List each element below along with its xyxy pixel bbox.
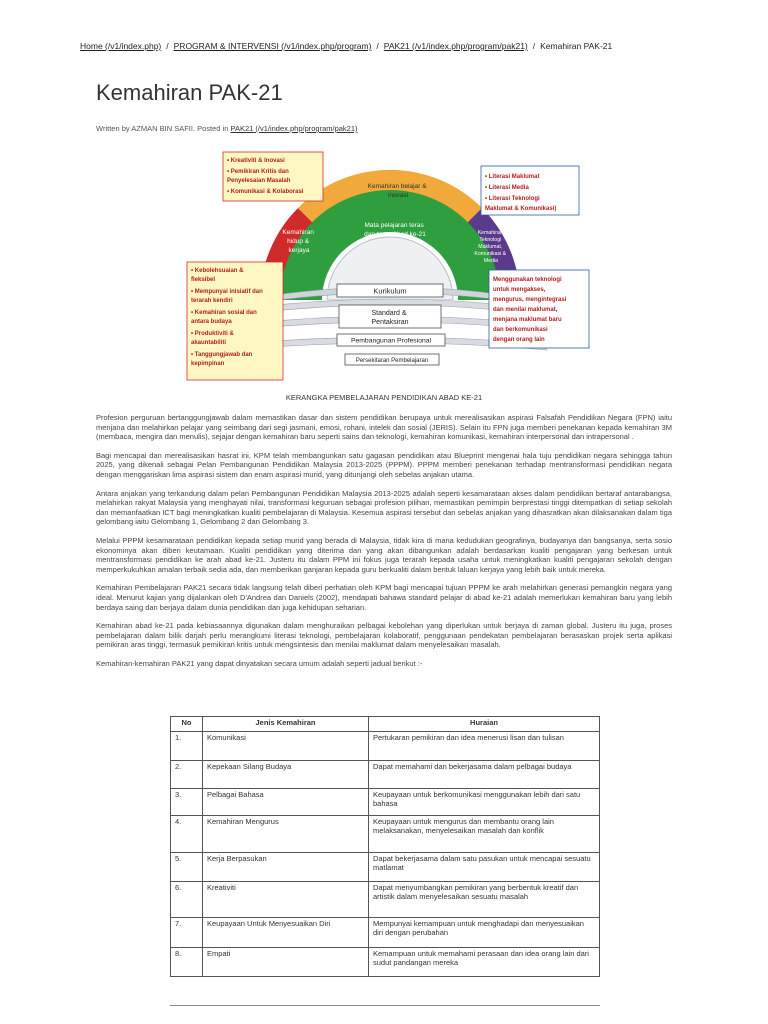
arc-label-left: Kemahiran hidup & kerjaya: [282, 229, 314, 254]
breadcrumb-pak21-link[interactable]: PAK21 (/v1/index.php/program/pak21): [383, 41, 528, 51]
breadcrumb-separator: /: [532, 41, 536, 51]
kurikulum-label: Kurikulum: [373, 286, 407, 296]
cell-kemahiran: Kemahiran Mengurus: [203, 816, 369, 853]
paragraph: Bagi mencapai dan merealisasikan hasrat ini, KPM telah membangunkan satu gagasan pendidikan atau Blueprint mengenai hala tuju pendidikan negara sehingga tahun 2025, yang dikenali sebagai Pelan Pembangunan Pendidikan Malaysia 2013-2025 (PPPM). PPPM memberi penekanan terhadap mentransformasi pendidikan negara dengan menggariskan lima aspirasi sistem dan enam aspirasi murid, yang ditunjangi oleh sebelas anjakan utama.: [96, 450, 672, 479]
table-row: [171, 882, 600, 918]
cell-no: 7.: [171, 918, 203, 948]
paragraph: Antara anjakan yang terkandung dalam pelan Pembangunan Pendidikan Malaysia 2013-2025 adalah seperti kesamarataan akses dalam pendidikan bertaraf antarabangsa, melahirkan rakyat Malaysia yang menghayati nilai, transformasi keguruan sebagai profesion pilihan, memastikan pemimpin berprestasi tinggi ditempatkan di setiap sekolah dan memanfaatkan ICT bagi meningkatkan kualiti pembelajaran di Malaysia. Kesemua aspirasi tersebut dan sebelas anjakan yang dihasratkan akan dilaksanakan dalam tiga gelombang iaitu Gelombang 1, Gelombang 2 dan Gelombang 3.: [96, 488, 672, 527]
cell-kemahiran: Kerja Berpasukan: [203, 853, 369, 882]
cell-no: 1.: [171, 732, 203, 761]
breadcrumb-separator: /: [166, 41, 169, 51]
byline-text: Written by AZMAN BIN SAFII. Posted in: [96, 124, 231, 133]
table-row: [171, 918, 600, 948]
breadcrumb-program-link[interactable]: PROGRAM & INTERVENSI (/v1/index.php/program): [173, 41, 372, 51]
article-body: [96, 413, 672, 677]
arc-label-center: Mata pelajaran teras dan tema Abad ke-21: [364, 222, 426, 238]
bottom-divider: [170, 1005, 600, 1006]
cell-huraian: Keupayaan untuk berkomunikasi menggunakan lebih dari satu bahasa: [369, 789, 600, 816]
cell-huraian: Pertukaran pemikiran dan idea menerusi lisan dan tulisan: [369, 732, 600, 761]
cell-huraian: Kemampuan untuk memahami perasaan dan idea orang lain dari sudut pandangan mereka: [369, 948, 600, 977]
breadcrumb-separator: /: [376, 41, 379, 51]
paragraph: Melalui PPPM kesamarataan pendidikan kepada setiap murid yang berada di Malaysia, tidak kira di mana kedudukan geografinya, budayanya dan bangsanya, serta sosio ekonominya akan diberi keutamaan. Kualiti pendidikan yang diterima dan yang akan dibangunkan adalah berdasarkan kualiti pengajaran yang berkesan untuk mentransformasi pendidikan ke arah abad ke-21. Justeru itu dalam PPM ini fokus juga terarah kepada usaha untuk meningkatkan kualiti pengajaran sekolah dengan memperkukuhkan amalan terbaik sedia ada, dan memberikan ganjaran kepada guru berkualiti dalam bentuk laluan kerjaya yang lebih baik untuk mereka.: [96, 535, 672, 574]
table-row: [171, 761, 600, 789]
cell-huraian: Mempunyai kemampuan untuk menghadapi dan menyesuaikan diri dengan perubahan: [369, 918, 600, 948]
cell-huraian: Dapat menyumbangkan pemikiran yang berbentuk kreatif dan artistik dalam menyelesaikan sesuatu masalah: [369, 882, 600, 918]
cell-kemahiran: Kepekaan Silang Budaya: [203, 761, 369, 789]
header-kemahiran: Jenis Kemahiran: [203, 717, 369, 732]
table-row: [171, 816, 600, 853]
article-byline: [96, 124, 358, 133]
cell-kemahiran: Pelbagai Bahasa: [203, 789, 369, 816]
breadcrumb-current: Kemahiran PAK-21: [540, 41, 613, 51]
arc-label-top: Kemahiran belajar & inovasi: [367, 183, 427, 199]
cell-huraian: Dapat bekerjasama dalam satu pasukan untuk mencapai sesuatu matlamat: [369, 853, 600, 882]
cell-kemahiran: Kreativiti: [203, 882, 369, 918]
standard-label: Standard & Pentaksiran: [371, 310, 409, 326]
paragraph: Kemahiran Pembelajaran PAK21 secara tidak langsung telah diberi perhatian oleh KPM bagi mencapai tujuan PPPM ke arah melahirkan generasi pemangkin negara yang ideal. Menurut kajian yang dijalankan oleh D'Andrea dan Daniels (2002), mendapati bahawa standard pelajar di abad ke-21 adalah memerlukan kemahiran baru yang lebih berdaya saing dan berjaya dalam dunia pendidikan dan juga kehidupan seharian.: [96, 583, 672, 612]
header-huraian: Huraian: [369, 717, 600, 732]
paragraph: Kemahiran abad ke-21 pada kebiasaannya digunakan dalam menghuraikan pelbagai kebolehan yang diperlukan untuk berjaya di zaman global. Justeru itu juga, proses pembelajaran dalam bilik darjah perlu merangkumi literasi teknologi, pembelajaran kolaboratif, penggunaan pendekatan pembelajaran berasaskan projek serta aplikasi pemikiran aras tinggi, termasuk pemikiran kritis untuk mengsintesis dan menilai maklumat dalam menyelesaikan masalah.: [96, 621, 672, 650]
header-no: No: [171, 717, 203, 732]
cell-kemahiran: Keupayaan Untuk Menyesuaikan Diri: [203, 918, 369, 948]
table-header-row: [171, 717, 600, 732]
byline-category-link[interactable]: PAK21 (/v1/index.php/program/pak21): [230, 124, 358, 133]
arc-label-right: Kemahiran Teknologi Maklumat, Komunikasi & Media: [474, 230, 507, 264]
table-row: [171, 732, 600, 761]
paragraph: Profesion perguruan bertanggungjawab dalam memastikan dasar dan sistem pendidikan berupaya untuk merealisasikan aspirasi Falsafah Pendidikan Negara (FPN) iaitu menjana dan melahirkan pelajar yang seimbang dari segi jasmani, emosi, rohani, intelek dan sosial (JERIS). Selain itu FPN juga memberi penekanan kepada kemahiran 3M (membaca, mengira dan menulis), sejajar dengan kemahiran baru seperti sains dan teknologi, kemahiran komunikasi, kemahiran interpersonal dan intrapersonal .: [96, 413, 672, 442]
skills-table: [170, 716, 600, 977]
cell-kemahiran: Empati: [203, 948, 369, 977]
cell-huraian: Keupayaan untuk mengurus dan membantu orang lain melaksanakan, menyelesaikan masalah dan konflik: [369, 816, 600, 853]
figure-caption: KERANGKA PEMBELAJARAN PENDIDIKAN ABAD KE-21: [285, 393, 483, 402]
cell-kemahiran: Komunikasi: [203, 732, 369, 761]
breadcrumb-home-link[interactable]: Home (/v1/index.php): [80, 41, 162, 51]
cell-no: 4.: [171, 816, 203, 853]
cell-no: 8.: [171, 948, 203, 977]
cell-no: 3.: [171, 789, 203, 816]
table-row: [171, 789, 600, 816]
page-title: Kemahiran PAK-21: [96, 80, 283, 105]
persekitaran-label: Persekitaran Pembelajaran: [355, 358, 429, 364]
box-right-text: Menggunakan teknologi untuk mengakses, mengurus, mengintegrasi dan menilai maklumat, menjana maklumat baru dan berkomunikasi dengan orang lain: [493, 277, 567, 343]
table-row: [171, 948, 600, 977]
box-top-left-text: • Kreativiti & Inovasi • Pemikiran Kritis dan Penyelesaian Masalah • Komunikasi & Kolaborasi: [227, 158, 304, 195]
pembangunan-label: Pembangunan Profesional: [350, 337, 432, 345]
cell-no: 5.: [171, 853, 203, 882]
cell-no: 2.: [171, 761, 203, 789]
framework-diagram: [185, 148, 595, 384]
cell-no: 6.: [171, 882, 203, 918]
table-row: [171, 853, 600, 882]
paragraph: Kemahiran-kemahiran PAK21 yang dapat dinyatakan secara umum adalah seperti jadual berikut :-: [96, 658, 423, 668]
box-left-text: • Kebolehsuaian & fleksibel • Mempunyai inisiatif dan terarah kendiri • Kemahiran sosial dan antara budaya • Produktiviti & akauntabiliti • Tanggungjawab dan kepimpinan: [191, 268, 263, 367]
breadcrumb: [80, 41, 612, 51]
box-top-right-text: • Literasi Maklumat • Literasi Media • Literasi Teknologi Maklumat & Komunikasi): [485, 174, 557, 212]
cell-huraian: Dapat memahami dan bekerjasama dalam pelbagai budaya: [369, 761, 600, 789]
